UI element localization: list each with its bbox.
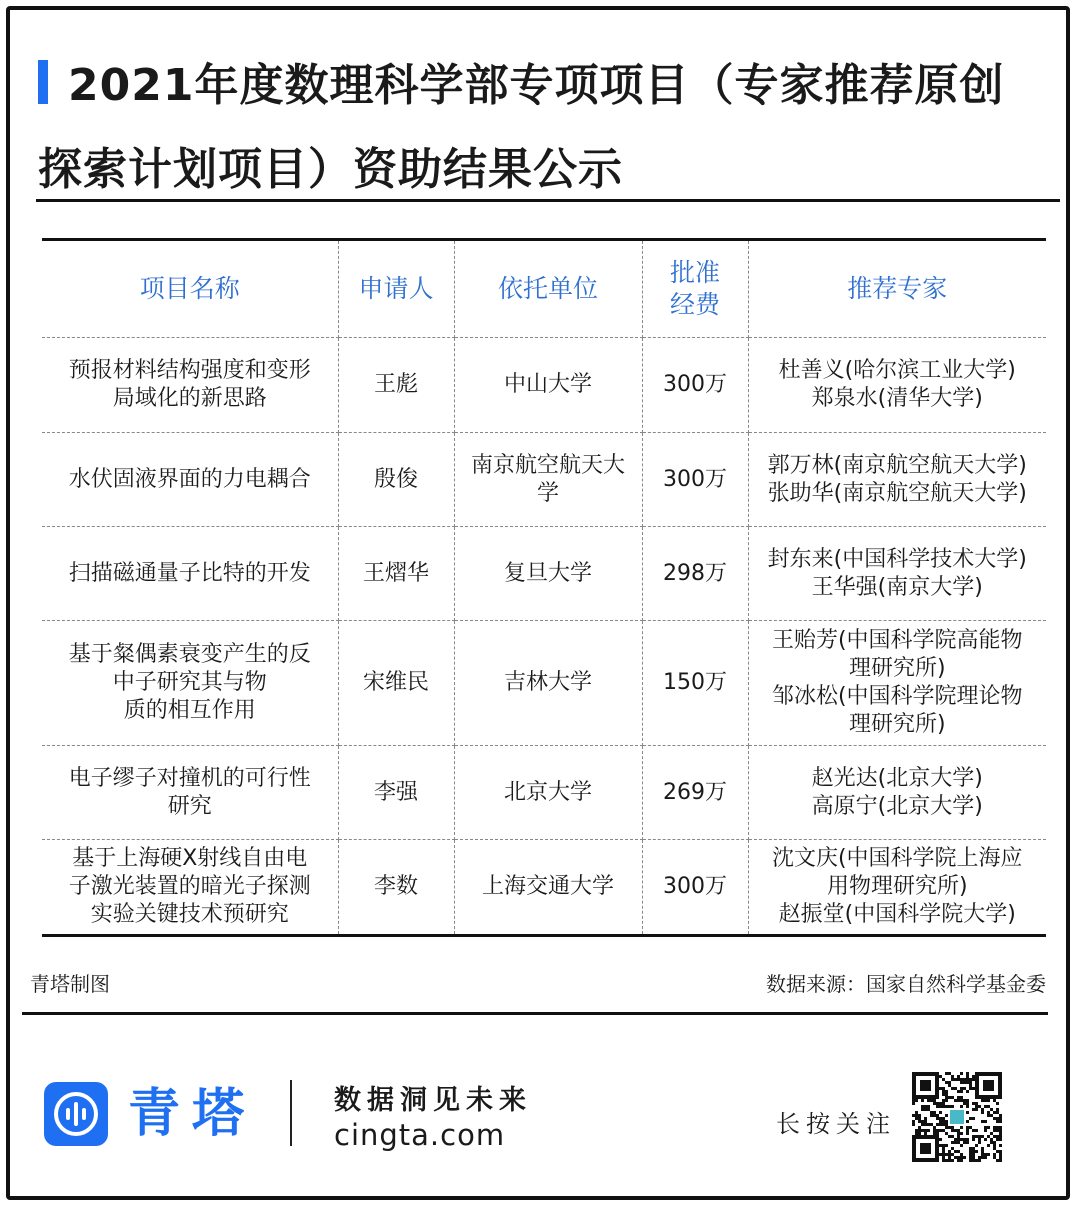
cell-experts [748,527,1046,621]
cingta-logo-icon [44,1082,108,1146]
header-funding [642,240,748,338]
cell-project [42,338,338,433]
header-experts: 推荐专家 [748,240,1046,338]
cell-unit [454,840,642,936]
cell-experts-line: 王华强(南京大学) [811,574,983,600]
cell-experts-line: 理研究所) [848,656,946,681]
qr-code-icon[interactable] [912,1072,1002,1162]
cell-experts-line: 杜善义(哈尔滨工业大学) [778,358,1016,383]
cell-applicant: 王熠华 [338,527,454,621]
cell-project [42,746,338,840]
header-project: 项目名称 [42,240,338,338]
brand-website: cingta.com [334,1118,506,1152]
cell-unit-line: 吉林大学 [503,670,592,695]
data-source-credit: 数据来源：国家自然科学基金委 [766,972,1046,996]
table-row [42,621,1046,746]
table-row [42,433,1046,527]
cell-experts-line: 赵振堂(中国科学院大学) [778,902,1016,927]
cell-experts-line: 理研究所) [848,712,946,737]
cell-experts-line: 郭万林(南京航空航天大学) [767,452,1027,478]
header-applicant: 申请人 [338,240,454,338]
cell-experts-line: 高原宁(北京大学) [811,793,983,819]
cell-project [42,621,338,746]
table-row [42,527,1046,621]
table-row [42,840,1046,936]
cell-applicant: 李强 [338,746,454,840]
cell-project-line: 水伏固液界面的力电耦合 [68,466,311,492]
cell-applicant: 王彪 [338,338,454,433]
cell-funding: 300万 [642,338,748,433]
title-accent-bar [38,60,48,104]
header-funding-line1: 批准 [669,258,720,287]
cell-project-line: 基于上海硬X射线自由电 [72,846,308,871]
cell-funding: 300万 [642,433,748,527]
cell-project-line: 局域化的新思路 [112,386,267,411]
cell-applicant: 殷俊 [338,433,454,527]
cell-applicant: 李数 [338,840,454,936]
cell-project-line: 基于粲偶素衰变产生的反 [68,642,311,667]
table-header-row [42,240,1046,338]
table-row [42,746,1046,840]
cell-funding: 300万 [642,840,748,936]
cell-unit-line: 复旦大学 [503,560,592,586]
cell-unit [454,621,642,746]
cell-experts [748,621,1046,746]
cell-experts-line: 赵光达(北京大学) [811,765,983,791]
header-unit: 依托单位 [454,240,642,338]
cell-funding: 150万 [642,621,748,746]
cell-experts-line: 郑泉水(清华大学) [811,386,983,411]
cell-experts [748,746,1046,840]
page-title-line1: 2021年度数理科学部专项项目（专家推荐原创 [68,60,1005,111]
cell-experts-line: 张助华(南京航空航天大学) [767,480,1027,506]
cell-experts-line: 沈文庆(中国科学院上海应 [771,846,1023,871]
cell-unit-line: 学 [536,480,559,506]
cell-experts-line: 用物理研究所) [826,874,968,899]
brand-divider [290,1080,292,1146]
cell-unit [454,746,642,840]
cell-project-line: 电子缪子对撞机的可行性 [68,765,311,791]
cell-project-line: 实验关键技术预研究 [90,902,289,927]
cell-unit [454,527,642,621]
cell-experts-line: 邹冰松(中国科学院理论物 [771,684,1023,709]
header-funding-line2: 经费 [669,290,720,319]
press-to-follow-hint: 长按关注 [776,1110,896,1138]
cell-project-line: 子激光装置的暗光子探测 [68,874,311,899]
cell-project [42,433,338,527]
cell-unit-line: 北京大学 [503,779,592,805]
table-row [42,338,1046,433]
cell-funding: 298万 [642,527,748,621]
page-title-line2: 探索计划项目）资助结果公示 [38,144,623,195]
cell-experts-line: 封东来(中国科学技术大学) [767,546,1027,572]
title-block [38,44,1060,212]
cell-experts [748,840,1046,936]
cell-unit [454,433,642,527]
title-divider [36,199,1060,202]
brand-name: 青塔 [128,1084,257,1144]
brand-slogan: 数据洞见未来 [334,1085,532,1116]
chart-maker-credit: 青塔制图 [30,972,110,996]
cell-experts-line: 王贻芳(中国科学院高能物 [771,628,1023,653]
results-table [42,238,1046,937]
cell-experts [748,338,1046,433]
cell-unit-line: 南京航空航天大 [470,452,625,478]
cell-applicant: 宋维民 [338,621,454,746]
cell-unit [454,338,642,433]
cell-project-line: 预报材料结构强度和变形 [68,358,311,383]
cell-experts [748,433,1046,527]
cell-project [42,527,338,621]
cell-funding: 269万 [642,746,748,840]
footer-divider [22,1012,1048,1015]
cell-project-line: 质的相互作用 [123,698,256,723]
cell-unit-line: 上海交通大学 [481,874,614,899]
cell-project [42,840,338,936]
cell-project-line: 中子研究其与物 [112,670,267,695]
cell-unit-line: 中山大学 [503,372,592,397]
cell-project-line: 研究 [167,793,212,819]
cell-project-line: 扫描磁通量子比特的开发 [68,560,311,586]
